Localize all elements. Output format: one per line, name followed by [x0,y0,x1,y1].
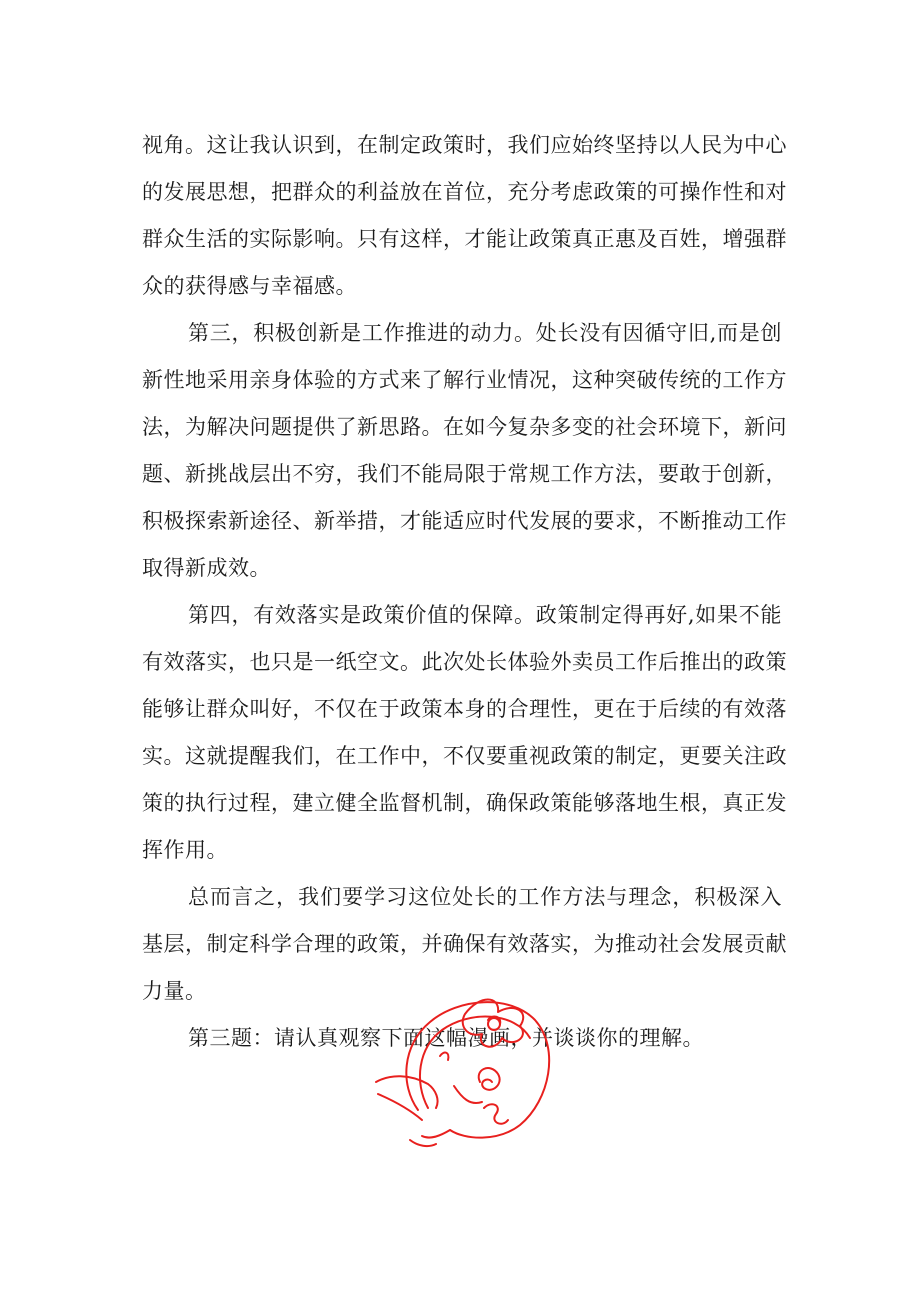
doodle-cheek [479,1068,500,1090]
text-line: 的发展思想，把群众的利益放在首位，充分考虑政策的可操作性和对 [142,180,787,204]
text-line: 能够让群众叫好，不仅在于政策本身的合理性，更在于后续的有效落 [142,697,787,721]
text-line: 新性地采用亲身体验的方式来了解行业情况，这种突破传统的工作方 [142,368,787,392]
text-line: 取得新成效。 [142,556,271,580]
text-line: 第四，有效落实是政策价值的保障。政策制定得再好,如果不能 [188,603,782,627]
text-line: 第三，积极创新是工作推进的动力。处长没有因循守旧,而是创 [188,321,782,345]
doodle-foot [410,1140,436,1146]
text-line: 题、新挑战层出不穷，我们不能局限于常规工作方法，要敢于创新， [142,462,787,486]
doodle-bow-center [488,1018,500,1030]
paragraph-1 [142,122,787,310]
document-body [142,122,787,1062]
paragraph-2 [142,310,787,592]
doodle-eye [440,1053,448,1060]
text-line: 有效落实，也只是一纸空文。此次处长体验外卖员工作后推出的政策 [142,650,787,674]
paragraph-3 [142,592,787,874]
text-line: 法，为解决问题提供了新思路。在如今复杂多变的社会环境下，新问 [142,415,787,439]
text-line: 积极探索新途径、新举措，才能适应时代发展的要求，不断推动工作 [142,509,787,533]
doodle-mouth [454,1086,482,1103]
text-line: 群众生活的实际影响。只有这样，才能让政策真正惠及百姓，增强群 [142,227,787,251]
doodle-squiggle [484,1104,508,1124]
text-line: 实。这就提醒我们，在工作中，不仅要重视政策的制定，更要关注政 [142,744,787,768]
text-line: 力量。 [142,979,207,1003]
cartoon-doodle-icon [370,990,560,1160]
text-line: 挥作用。 [142,838,228,862]
text-line: 总而言之，我们要学习这位处长的工作方法与理念，积极深入 [188,885,782,909]
text-line: 视角。这让我认识到，在制定政策时，我们应始终坚持以人民为中心 [142,133,787,157]
text-line: 策的执行过程，建立健全监督机制，确保政策能够落地生根，真正发 [142,791,787,815]
doodle-tail [422,1130,450,1138]
text-line: 基层，制定科学合理的政策，并确保有效落实，为推动社会发展贡献 [142,932,787,956]
question-text: 第三题：请认真观察下面这幅漫画，并谈谈你的理解。 [188,1026,704,1050]
doodle-head-outline [406,1002,549,1137]
text-line: 众的获得感与幸福感。 [142,274,357,298]
